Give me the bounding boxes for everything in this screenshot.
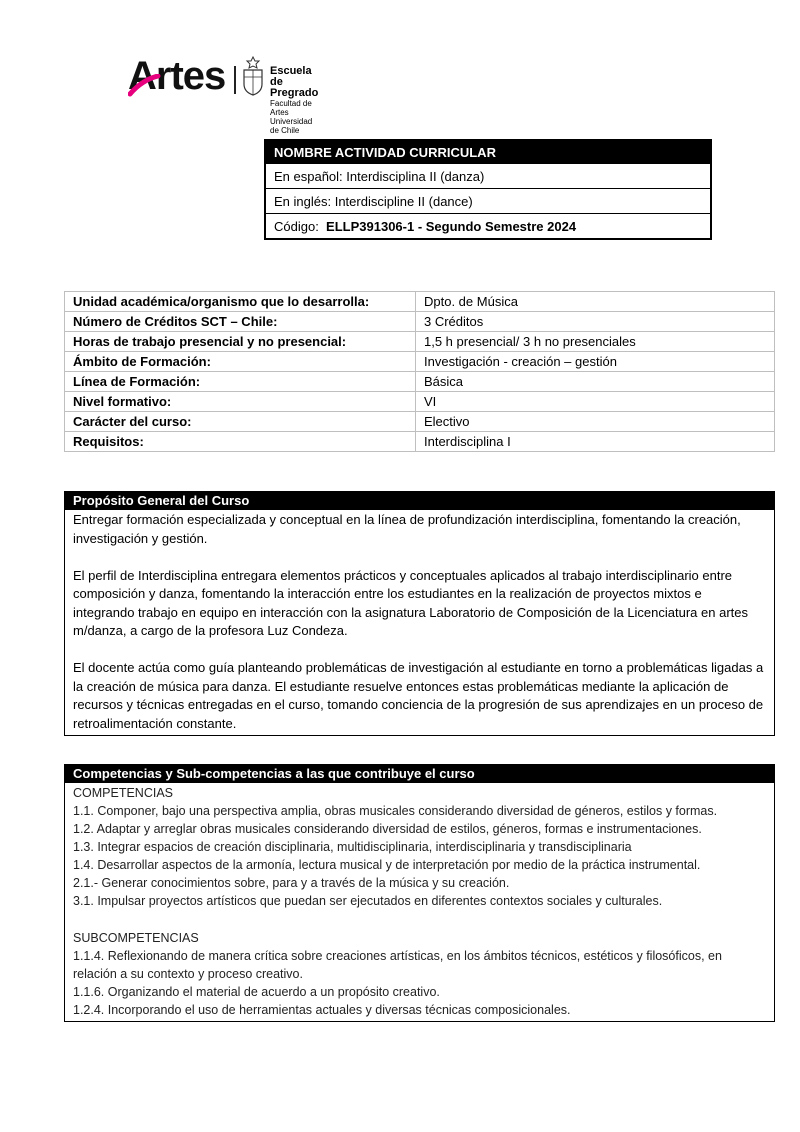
info-label: Nivel formativo: (65, 392, 416, 412)
logo-accent-swoosh (128, 74, 168, 98)
info-label: Carácter del curso: (65, 412, 416, 432)
competency-item: 1.1. Componer, bajo una perspectiva amplia, obras musicales considerando diversidad de géneros, estilos y formas. (73, 804, 718, 818)
logo-divider (234, 66, 236, 94)
course-name-table (264, 139, 712, 240)
course-code-label: Código: (274, 218, 319, 234)
info-value: Básica (416, 372, 775, 392)
logo-wordmark-text: Artes (128, 54, 226, 98)
info-value: Interdisciplina I (416, 432, 775, 452)
info-label: Línea de Formación: (65, 372, 416, 392)
competency-item: 1.3. Integrar espacios de creación disciplinaria, multidisciplinaria, interdisciplinaria y transdisciplinaria (73, 840, 632, 854)
faculty-name: Facultad de Artes (270, 99, 312, 117)
competencies-title: Competencias y Sub-competencias a las que contribuye el curso (65, 764, 774, 783)
subcompetency-item: 1.1.6. Organizando el material de acuerdo a un propósito creativo. (73, 984, 440, 999)
purpose-body (65, 510, 774, 735)
info-row (65, 332, 775, 352)
competencies-heading: COMPETENCIAS (73, 786, 174, 800)
info-label: Horas de trabajo presencial y no presencial: (65, 332, 416, 352)
info-row (65, 372, 775, 392)
info-label: Número de Créditos SCT – Chile: (65, 312, 416, 332)
purpose-paragraph-3: El docente actúa como guía planteando problemáticas de investigación al estudiante en torno a problemáticas ligadas a la creación de música para danza. El estudiante resuelve entonces estas problemáticas mediante la aplicación de recursos y técnicas entregadas en el curso, tomando conciencia de la progresión de sus aprendizajes en un proceso de retroalimentación constante. (73, 660, 764, 731)
subcompetency-item: 1.2.4. Incorporando el uso de herramientas actuales y diversas técnicas composicionales. (73, 1002, 571, 1017)
university-name: Universidad de Chile (270, 117, 313, 135)
purpose-title: Propósito General del Curso (65, 491, 774, 510)
info-row (65, 412, 775, 432)
info-value: VI (416, 392, 775, 412)
info-row (65, 312, 775, 332)
competency-item: 2.1.- Generar conocimientos sobre, para y a través de la música y su creación. (73, 876, 510, 890)
competency-item: 1.2. Adaptar y arreglar obras musicales considerando diversidad de estilos, géneros, formas e instrumentaciones. (73, 822, 702, 836)
subcompetencies-heading: SUBCOMPETENCIAS (73, 930, 199, 945)
info-label: Ámbito de Formación: (65, 352, 416, 372)
info-row (65, 392, 775, 412)
info-value: Investigación - creación – gestión (416, 352, 775, 372)
info-row (65, 292, 775, 312)
info-value: Electivo (416, 412, 775, 432)
course-name-spanish: En español: Interdisciplina II (danza) (265, 164, 711, 189)
purpose-paragraph-2: El perfil de Interdisciplina entregara elementos prácticos y conceptuales aplicados al trabajo interdisciplinario entre composición y danza, fomentando la interacción entre los estudiantes en la realización de proyectos mixtos e integrando trabajo en equipo en interacción con la asignatura Laboratorio de Composición de la Licenciatura en artes m/danza, a cargo de la profesora Luz Condeza. (73, 567, 748, 638)
info-label: Requisitos: (65, 432, 416, 452)
logo-school-text (270, 66, 318, 135)
course-info-table (64, 291, 775, 452)
competencies-section (64, 764, 775, 1022)
info-value: 1,5 h presencial/ 3 h no presenciales (416, 332, 775, 352)
info-value: Dpto. de Música (416, 292, 775, 312)
competency-item: 3.1. Impulsar proyectos artísticos que puedan ser ejecutados en diferentes contextos sociales y culturales. (73, 894, 663, 908)
info-label: Unidad académica/organismo que lo desarrolla: (65, 292, 416, 312)
course-name-header: NOMBRE ACTIVIDAD CURRICULAR (265, 140, 711, 164)
course-code-cell (265, 214, 711, 240)
info-row (65, 432, 775, 452)
university-seal-icon (240, 56, 266, 96)
competency-item: 1.4. Desarrollar aspectos de la armonía, lectura musical y de interpretación por medio de la práctica instrumental. (73, 858, 701, 872)
competencies-body (65, 783, 774, 1021)
school-name: Escuela de Pregrado (270, 65, 319, 99)
course-name-english: En inglés: Interdiscipline II (dance) (265, 189, 711, 214)
course-code-value: ELLP391306-1 - Segundo Semestre 2024 (326, 218, 577, 234)
subcompetency-item: 1.1.4. Reflexionando de manera crítica sobre creaciones artísticas, en los ámbitos técnicos, estéticos y filosóficos, en relación a su contexto y proceso creativo. (73, 948, 722, 981)
info-value: 3 Créditos (416, 312, 775, 332)
purpose-paragraph-1: Entregar formación especializada y conceptual en la línea de profundización interdisciplina, fomentando la creación, investigación y gestión. (73, 512, 741, 546)
purpose-section (64, 491, 775, 736)
info-row (65, 352, 775, 372)
